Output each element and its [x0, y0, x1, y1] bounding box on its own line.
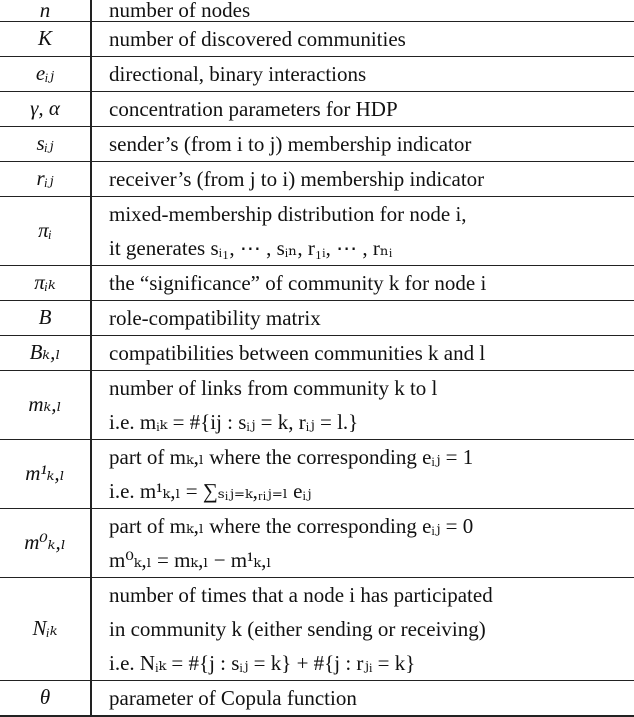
description-line: the “significance” of community k for node i	[109, 270, 487, 295]
table-row	[0, 680, 634, 716]
description-line: part of mₖ,ₗ where the corresponding eᵢⱼ = 1	[109, 444, 474, 469]
description-cell	[91, 577, 634, 680]
description-cell	[91, 0, 634, 21]
table-row	[0, 0, 634, 21]
symbol-cell: n	[0, 0, 91, 21]
table-row	[0, 577, 634, 680]
symbol-cell: sᵢⱼ	[0, 126, 91, 161]
description-cell	[91, 370, 634, 439]
description-line: in community k (either sending or receiving)	[109, 616, 486, 641]
description-line: mixed-membership distribution for node i,	[109, 201, 467, 226]
description-cell	[91, 161, 634, 196]
description-line: directional, binary interactions	[109, 61, 367, 86]
table-row	[0, 21, 634, 56]
description-line: m⁰ₖ,ₗ = mₖ,ₗ − m¹ₖ,ₗ	[109, 547, 272, 572]
symbol-cell: πᵢ	[0, 196, 91, 265]
description-cell	[91, 680, 634, 716]
symbol-cell: B	[0, 300, 91, 335]
description-cell	[91, 300, 634, 335]
symbol-cell: m¹ₖ,ₗ	[0, 439, 91, 508]
description-cell	[91, 91, 634, 126]
symbol-cell: rᵢⱼ	[0, 161, 91, 196]
table-row	[0, 196, 634, 265]
description-line: i.e. mᵢₖ = #{ij : sᵢⱼ = k, rᵢⱼ = l.}	[109, 409, 359, 434]
description-cell	[91, 335, 634, 370]
description-line: number of nodes	[109, 0, 251, 22]
description-cell	[91, 439, 634, 508]
description-cell	[91, 126, 634, 161]
table-row	[0, 265, 634, 300]
description-line: compatibilities between communities k and l	[109, 340, 486, 365]
symbol-cell: K	[0, 21, 91, 56]
description-line: parameter of Copula function	[109, 685, 357, 710]
description-line: number of times that a node i has participated	[109, 582, 493, 607]
table-row	[0, 161, 634, 196]
description-cell	[91, 196, 634, 265]
symbol-cell: mₖ,ₗ	[0, 370, 91, 439]
table-row	[0, 300, 634, 335]
description-line: role-compatibility matrix	[109, 305, 321, 330]
symbol-cell: γ, α	[0, 91, 91, 126]
table-row	[0, 335, 634, 370]
description-line: it generates sᵢ₁, ⋯ , sᵢₙ, r₁ᵢ, ⋯ , rₙᵢ	[109, 235, 393, 260]
symbol-cell: Nᵢₖ	[0, 577, 91, 680]
table-row	[0, 508, 634, 577]
description-cell	[91, 21, 634, 56]
description-cell	[91, 56, 634, 91]
table-row	[0, 91, 634, 126]
table-row	[0, 439, 634, 508]
description-line: i.e. m¹ₖ,ₗ = ∑ₛᵢⱼ₌ₖ,ᵣᵢⱼ₌ₗ eᵢⱼ	[109, 478, 312, 503]
description-line: number of discovered communities	[109, 26, 406, 51]
description-line: receiver’s (from j to i) membership indicator	[109, 166, 485, 191]
description-cell	[91, 265, 634, 300]
symbol-cell: eᵢⱼ	[0, 56, 91, 91]
table-row	[0, 56, 634, 91]
symbol-cell: θ	[0, 680, 91, 716]
symbol-cell: πᵢₖ	[0, 265, 91, 300]
symbol-cell: Bₖ,ₗ	[0, 335, 91, 370]
description-line: number of links from community k to l	[109, 375, 438, 400]
description-cell	[91, 508, 634, 577]
description-line: sender’s (from i to j) membership indicator	[109, 131, 472, 156]
symbol-cell: m⁰ₖ,ₗ	[0, 508, 91, 577]
table-row	[0, 370, 634, 439]
table-row	[0, 126, 634, 161]
description-line: concentration parameters for HDP	[109, 96, 398, 121]
description-line: i.e. Nᵢₖ = #{j : sᵢⱼ = k} + #{j : rⱼᵢ = k}	[109, 650, 416, 675]
description-line: part of mₖ,ₗ where the corresponding eᵢⱼ = 0	[109, 513, 474, 538]
